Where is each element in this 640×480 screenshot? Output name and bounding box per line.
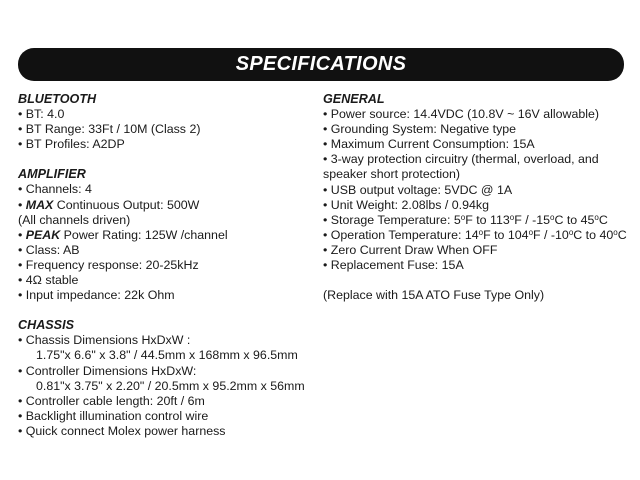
max-current: • Maximum Current Consumption: 15A [323,137,535,152]
amp-channels: • Channels: 4 [18,182,92,197]
bluetooth-heading: BLUETOOTH [18,92,97,106]
amp-frequency: • Frequency response: 20-25kHz [18,257,199,272]
protection-line-1: • 3-way protection circuitry (thermal, overload, and [323,152,599,167]
amplifier-heading: AMPLIFIER [18,167,86,182]
unit-weight: • Unit Weight: 2.08lbs / 0.94kg [323,197,489,212]
max-label: MAX [25,197,54,212]
chassis-heading: CHASSIS [18,318,74,333]
amp-impedance: • Input impedance: 22k Ohm [18,288,175,303]
usb-output: • USB output voltage: 5VDC @ 1A [323,182,513,197]
left-column [18,92,305,439]
controller-dim-value: 0.81"x 3.75" x 2.20" / 20.5mm x 95.2mm x 56mm [36,378,305,393]
backlight-wire: • Backlight illumination control wire [18,408,209,423]
right-column [323,92,627,303]
amp-max-output: • MAX Continuous Output: 500W [18,197,200,212]
controller-cable: • Controller cable length: 20ft / 6m [18,393,205,408]
fuse-note: (Replace with 15A ATO Fuse Type Only) [323,288,545,303]
bt-version: • BT: 4.0 [18,107,65,122]
amp-stable: • 4Ω stable [18,273,79,288]
amp-class: • Class: AB [18,242,80,257]
specifications-banner [18,48,624,81]
operation-temperature: • Operation Temperature: 14$^o$F to 104$^o$F / -10$^o$C to 40$^o$C [323,227,627,242]
protection-line-2: speaker short protection) [323,167,461,182]
banner-title: SPECIFICATIONS [235,53,407,75]
zero-current-draw: • Zero Current Draw When OFF [323,242,498,257]
grounding-system: • Grounding System: Negative type [323,122,517,137]
power-source: • Power source: 14.4VDC (10.8V ~ 16V allowable) [323,107,600,122]
amp-peak-rating: • PEAK Power Rating: 125W /channel [18,227,228,242]
bt-profiles: • BT Profiles: A2DP [18,137,125,152]
power-harness: • Quick connect Molex power harness [18,423,226,438]
replacement-fuse: • Replacement Fuse: 15A [323,258,464,273]
controller-dim-label: • Controller Dimensions HxDxW: [18,363,197,378]
bt-range: • BT Range: 33Ft / 10M (Class 2) [18,122,201,137]
chassis-dim-label: • Chassis Dimensions HxDxW : [18,333,191,348]
chassis-dim-value: 1.75"x 6.6" x 3.8" / 44.5mm x 168mm x 96.5mm [36,348,298,363]
amp-max-note: (All channels driven) [18,212,131,227]
peak-label: PEAK [25,227,61,242]
general-heading: GENERAL [323,92,385,106]
storage-temperature: • Storage Temperature: 5$^o$F to 113$^o$F / -15$^o$C to 45$^o$C [323,212,608,227]
